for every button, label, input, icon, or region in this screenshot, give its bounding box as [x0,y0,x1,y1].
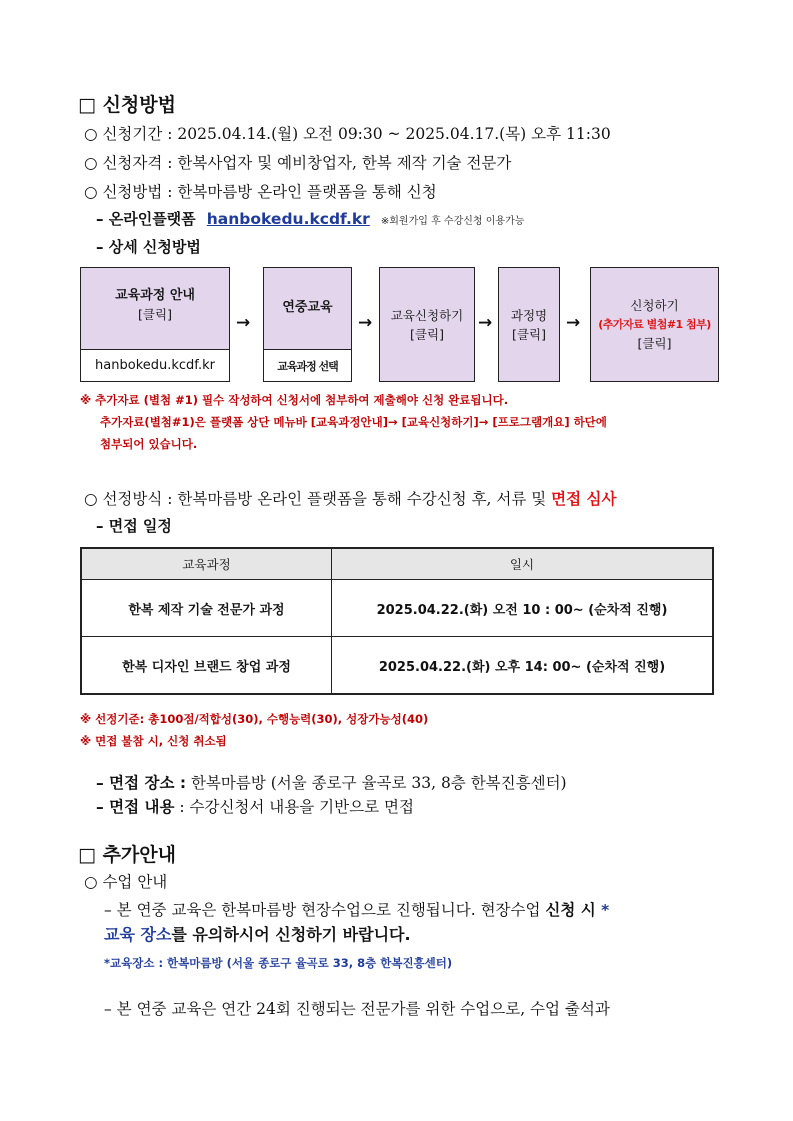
interview-place [96,771,567,793]
flow-arrow-icon: → [566,313,581,333]
flow-step-course-name [498,267,560,382]
flow-step1-click: [클릭] [138,307,172,322]
onsite-paragraph-cont [104,922,411,945]
place-note: *교육장소 : 한복마름방 (서울 종로구 율곡로 33, 8층 한복진흥센터) [104,956,453,970]
note-selection-criteria: ※ 선정기준: 총100점/적합성(30), 수행능력(30), 성장가능성(40) [80,712,429,726]
interview-place-label: – 면접 장소 : [96,774,187,792]
annual-paragraph: – 본 연중 교육은 연간 24회 진행되는 전문가를 위한 수업으로, 수업 출석과 [104,1000,610,1018]
note-attachment-location: 추가자료(별첨#1)은 플랫폼 상단 메뉴바 [교육과정안내]→ [교육신청하기]→ [프로그램개요] 하단에 [100,415,607,429]
table-row [81,580,713,637]
interview-place-value: 한복마름방 (서울 종로구 율곡로 33, 8층 한복진흥센터) [186,774,567,792]
interview-schedule-table [80,547,714,695]
note-required-attachment: ※ 추가자료 (별첨 #1) 필수 작성하여 신청서에 첨부하여 제출해야 신청 완료됩니다. [80,393,509,407]
platform-label: – 온라인플랫폼 [96,210,196,228]
interview-content [96,795,414,817]
flow-step3-click: [클릭] [410,326,444,342]
table-header-row [81,548,713,580]
onsite-notice: 를 유의하시어 신청하기 바랍니다. [171,925,411,944]
table-cell-course: 한복 디자인 브랜드 창업 과정 [81,637,332,695]
interview-content-label: – 면접 내용 [96,798,175,816]
interview-schedule-label: – 면접 일정 [96,517,172,535]
onsite-emphasis: 신청 시 [545,901,602,919]
selection-text: ○ 선정방식 : 한복마름방 온라인 플랫폼을 통해 수강신청 후, 서류 및 [84,490,552,508]
flow-arrow-icon: → [236,313,251,333]
flow-step4-click: [클릭] [512,326,546,342]
application-method: ○ 신청방법 : 한복마름방 온라인 플랫폼을 통해 신청 [84,183,437,201]
onsite-star: * [601,901,610,919]
platform-note: ※회원가입 후 수강신청 이용가능 [380,216,525,227]
flow-arrow-icon: → [358,313,373,333]
table-cell-datetime: 2025.04.22.(화) 오후 14: 00~ (순차적 진행) [332,637,714,695]
flow-step3-title: 교육신청하기 [390,307,464,323]
application-period: ○ 신청기간 : 2025.04.14.(월) 오전 09:30 ~ 2025.04.17.(목) 오후 11:30 [84,125,611,143]
section-heading-application: □ 신청방법 [78,94,176,116]
flow-step1-url: hanbokedu.kcdf.kr [95,358,215,373]
selection-method [84,487,616,509]
detail-method-label: – 상세 신청방법 [96,238,201,256]
note-attachment-location-cont: 첨부되어 있습니다. [100,437,198,451]
table-header-course: 교육과정 [81,548,332,580]
table-cell-course: 한복 제작 기술 전문가 과정 [81,580,332,637]
flow-step2-sub-box [263,349,352,382]
flow-step5-click: [클릭] [637,336,672,351]
flow-step2-sub: 교육과정 선택 [277,359,338,373]
table-header-datetime: 일시 [332,548,714,580]
flow-step1-url-box [80,349,230,382]
flow-arrow-icon: → [478,313,493,333]
flow-step1-title: 교육과정 안내 [115,288,195,303]
flow-step4-title: 과정명 [510,307,548,323]
flow-step-apply [590,267,719,382]
flow-step-apply-course [379,267,475,382]
note-absence-cancel: ※ 면접 불참 시, 신청 취소됨 [80,734,227,748]
table-cell-datetime: 2025.04.22.(화) 오전 10 : 00~ (순차적 진행) [332,580,714,637]
flow-step2-title: 연중교육 [282,300,333,315]
interview-content-value: : 수강신청서 내용을 기반으로 면접 [174,798,414,816]
onsite-paragraph [104,898,609,920]
onsite-text: – 본 연중 교육은 한복마름방 현장수업으로 진행됩니다. 현장수업 [104,901,546,919]
eligibility: ○ 신청자격 : 한복사업자 및 예비창업자, 한복 제작 기술 전문가 [84,154,512,172]
onsite-place-highlight: 교육 장소 [104,925,172,944]
platform-line [96,208,524,229]
selection-highlight: 면접 심사 [551,490,617,508]
flow-step5-title: 신청하기 [630,298,679,313]
class-info: ○ 수업 안내 [84,873,168,891]
flow-step5-red: (추가자료 별첨#1 첨부) [598,318,711,331]
table-row [81,637,713,695]
platform-link[interactable]: hanbokedu.kcdf.kr [206,210,370,228]
section-heading-additional: □ 추가안내 [78,844,176,866]
